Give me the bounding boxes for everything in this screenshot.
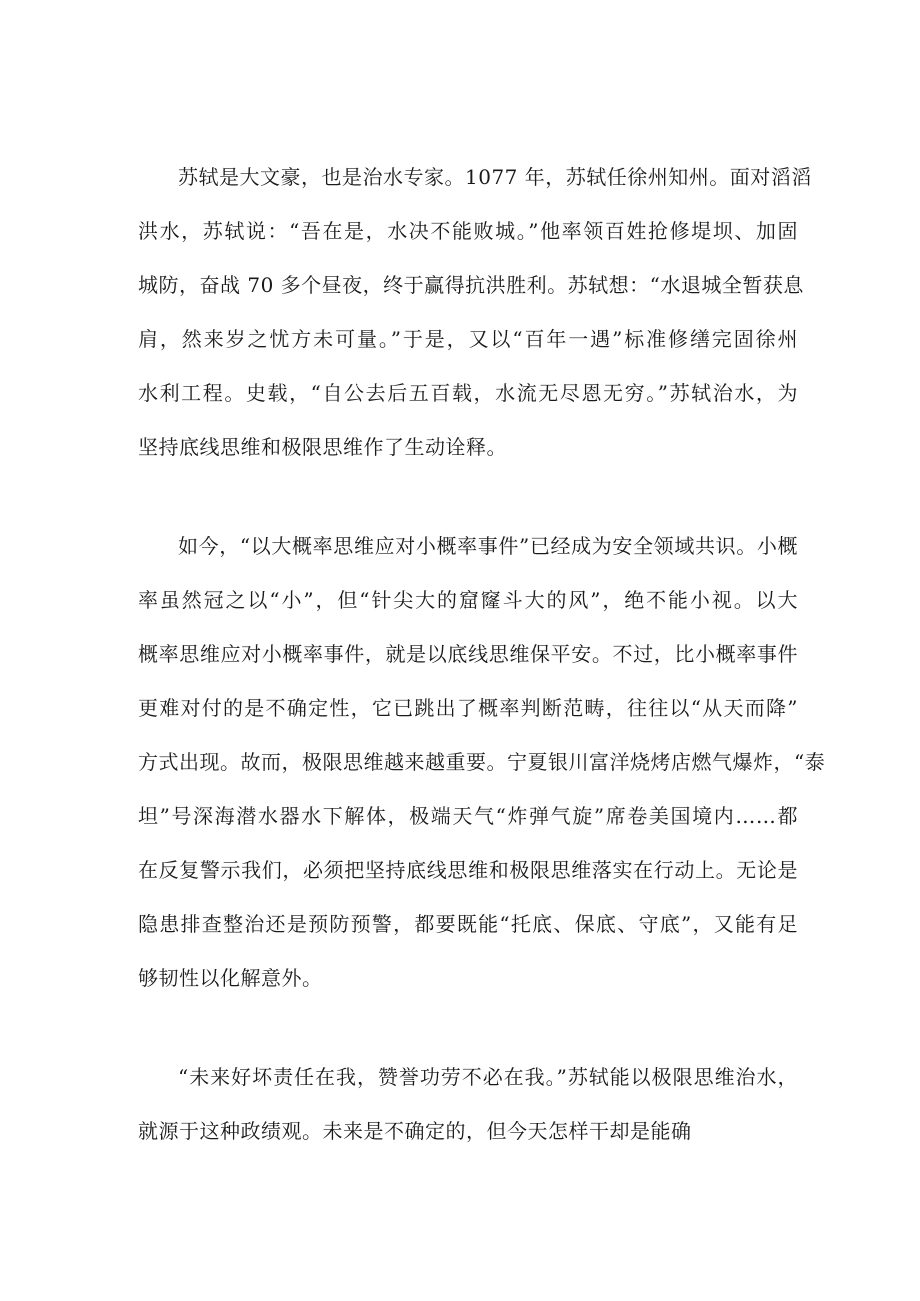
paragraph-spacer	[138, 474, 798, 519]
article-body	[138, 150, 826, 1158]
paragraph-line: 如今，“以大概率思维应对小概率事件”已经成为安全领域共识。小概	[178, 534, 798, 558]
paragraph-line: “未来好坏责任在我，赞誉功劳不必在我。”苏轼能以极限思维治水，	[178, 1065, 798, 1089]
paragraph-line: 在反复警示我们，必须把坚持底线思维和极限思维落实在行动上。无论是	[138, 858, 798, 882]
paragraph-line: 坚持底线思维和极限思维作了生动诠释。	[138, 435, 507, 459]
paragraph-line: 方式出现。故而，极限思维越来越重要。宁夏银川富洋烧烤店燃气爆炸，“泰	[138, 750, 826, 774]
paragraph-line: 就源于这种政绩观。未来是不确定的，但今天怎样干却是能确	[138, 1119, 692, 1143]
paragraph-line: 水利工程。史载，“自公去后五百载，水流无尽恩无穷。”苏轼治水，为	[138, 381, 798, 405]
paragraph-1	[138, 150, 812, 474]
paragraph-2	[138, 519, 826, 1005]
paragraph-line: 够韧性以化解意外。	[138, 966, 323, 990]
paragraph-line: 隐患排查整治还是预防预警，都要既能“托底、保底、守底”，又能有足	[138, 912, 798, 936]
paragraph-line: 更难对付的是不确定性，它已跳出了概率判断范畴，往往以“从天而降”	[138, 696, 798, 720]
paragraph-line: 洪水，苏轼说：“吾在是，水决不能败城。”他率领百姓抢修堤坝、加固	[138, 219, 798, 243]
paragraph-line: 城防，奋战 70 多个昼夜，终于赢得抗洪胜利。苏轼想：“水退城全暂获息	[138, 273, 804, 297]
paragraph-line: 率虽然冠之以“小”，但“针尖大的窟窿斗大的风”，绝不能小视。以大	[138, 588, 798, 612]
paragraph-spacer	[138, 1005, 798, 1050]
paragraph-3	[138, 1050, 798, 1158]
paragraph-line: 肩，然来岁之忧方未可量。”于是，又以“百年一遇”标准修缮完固徐州	[138, 327, 798, 351]
paragraph-line: 坦”号深海潜水器水下解体，极端天气“炸弹气旋”席卷美国境内……都	[138, 804, 798, 828]
paragraph-line: 概率思维应对小概率事件，就是以底线思维保平安。不过，比小概率事件	[138, 642, 798, 666]
paragraph-line: 苏轼是大文豪，也是治水专家。1077 年，苏轼任徐州知州。面对滔滔	[178, 165, 812, 189]
